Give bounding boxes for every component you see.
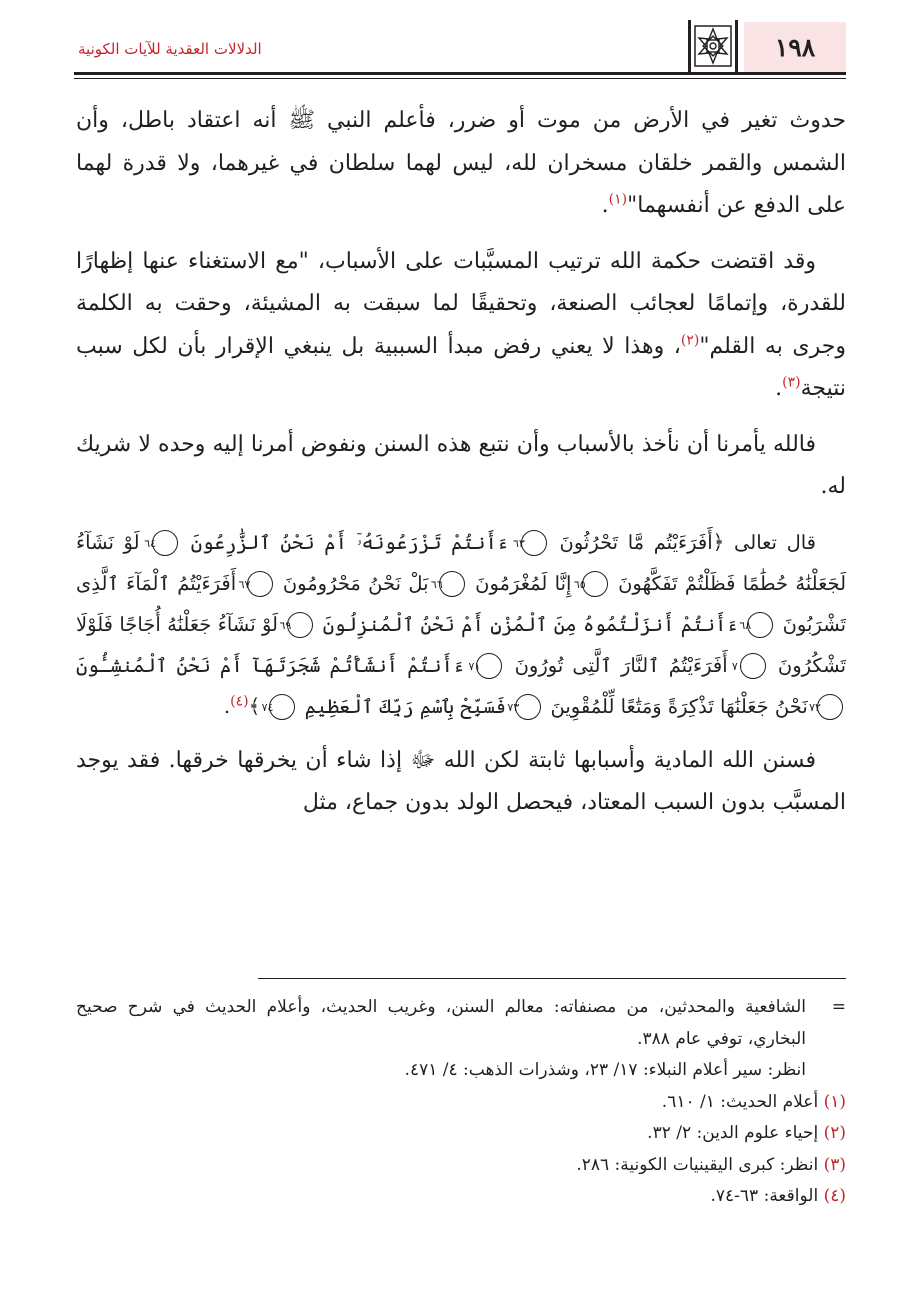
- verse-text: إِنَّا لَمُغْرَمُونَ: [475, 571, 572, 595]
- book-title: الدلالات العقدية للآيات الكونية: [78, 40, 262, 58]
- verse-number-icon: ٦٥: [582, 571, 608, 597]
- verse-text: ءَأَنتُمْ أَنزَلْتُمُوهُ مِنَ ٱلْمُزْنِ أَمْ نَحْنُ ٱلْمُنزِلُونَ: [322, 612, 738, 636]
- verse-text: بَلْ نَحْنُ مَحْرُومُونَ: [282, 571, 429, 595]
- verse-number-icon: ٦٤: [152, 530, 178, 556]
- verse-end: .: [223, 694, 231, 718]
- footnote-ref-3[interactable]: (٣): [782, 374, 801, 391]
- header-rule-thin: [74, 78, 846, 79]
- continuation-marker: =: [831, 997, 846, 1017]
- footnote-marker[interactable]: (٢): [823, 1123, 846, 1143]
- footnote-item: [76, 1150, 846, 1182]
- geometric-star-ornament-icon: [688, 20, 738, 72]
- footnote-list: [76, 1087, 846, 1213]
- footnote-item: [76, 1181, 846, 1213]
- verse-text: ءَأَنتُمْ أَنشَأْتُمْ شَجَرَتَهَآ أَمْ نَحْنُ ٱلْمُنشِـُٔونَ: [76, 653, 465, 677]
- paragraph-1-text: حدوث تغير في الأرض من موت أو ضرر، فأعلم النبي ﷺ أنه اعتقاد باطل، وأن الشمس والقمر خلقان مسخران لله، ليس لهما سلطان في غيرهما، ولا قدرة لهما على الدفع عن أنفسهما": [76, 108, 846, 218]
- footnote-ref-1[interactable]: (١): [608, 191, 628, 208]
- verse-open-bracket: ﴿: [712, 529, 725, 554]
- verse-list: [76, 531, 846, 718]
- paragraph-1: [76, 100, 846, 228]
- verse-number-icon: ٧٤: [269, 694, 295, 720]
- paragraph-2-end: .: [775, 376, 783, 401]
- verse-number-icon: ٧٣: [515, 694, 541, 720]
- footnote-ref-4[interactable]: (٤): [230, 693, 249, 709]
- quran-verse-block: [76, 522, 846, 727]
- verse-text: ءَأَنتُمْ تَزْرَعُونَهُۥٓ أَمْ نَحْنُ ٱلزَّٰرِعُونَ: [190, 530, 509, 554]
- paragraph-4: فسنن الله المادية وأسبابها ثابتة لكن الله ﷻ إذا شاء أن يخرقها خرقها. فقد يوجد المسبَّب بدون السبب المعتاد، فيحصل الولد بدون جماع، مثل: [76, 747, 846, 815]
- paragraph-2: [76, 241, 846, 411]
- verse-text: أَفَرَءَيْتُمُ ٱلْمَآءَ ٱلَّذِى تَشْرَبُونَ: [76, 571, 847, 636]
- footnote-marker[interactable]: (٤): [823, 1186, 846, 1206]
- paragraph-3: فالله يأمرنا أن نأخذ بالأسباب وأن نتبع هذه السنن ونفوض أمرنا إليه وحده لا شريك له.: [76, 431, 846, 499]
- footnotes: [76, 992, 846, 1213]
- paragraph-2-text-a: وقد اقتضت حكمة الله ترتيب المسبَّبات على الأسباب، "مع الاستغناء عنها إظهارًا للقدرة، وإتمامًا لعجائب الصنعة، وتحقيقًا لما سبقت به المشيئة، وحقت به الكلمة وجرى به القلم": [76, 248, 846, 359]
- verse-number-icon: ٦٦: [439, 571, 465, 597]
- verse-close-bracket: ﴾: [248, 693, 261, 718]
- verse-text: فَسَبِّحْ بِٱسْمِ رَبِّكَ ٱلْعَظِيمِ: [304, 694, 507, 718]
- footnote-continuation: [76, 992, 846, 1055]
- header-rule-thick: [74, 72, 846, 75]
- page-number: ١٩٨: [744, 22, 846, 72]
- footnote-text: الواقعة: ٦٣-٧٤.: [710, 1186, 819, 1206]
- footnote-text: انظر: كبرى اليقينيات الكونية: ٢٨٦.: [576, 1154, 819, 1175]
- continuation-text-1: الشافعية والمحدثين، من مصنفاته: معالم السنن، وغريب الحديث، وأعلام الحديث في شرح صحيح البخاري، توفي عام ٣٨٨.: [76, 997, 806, 1049]
- verse-text: أَفَرَءَيْتُمُ ٱلنَّارَ ٱلَّتِى تُورُونَ: [514, 653, 728, 677]
- verse-intro: قال تعالى: [734, 530, 817, 554]
- verse-text: أَفَرَءَيْتُم مَّا تَحْرُثُونَ: [559, 530, 713, 554]
- footnote-text: إحياء علوم الدين: ٢/ ٣٢.: [647, 1123, 819, 1143]
- footnote-item: [76, 1087, 846, 1119]
- verse-number-icon: ٧١: [476, 653, 502, 679]
- page-header: [74, 18, 846, 76]
- footnote-marker[interactable]: (١): [823, 1091, 846, 1112]
- paragraph-2-text-b: ، وهذا لا يعني رفض مبدأ السببية بل ينبغي الإقرار بأن لكل سبب نتيجة: [76, 333, 846, 401]
- verse-text: لَوْ نَشَآءُ لَجَعَلْنَٰهُ حُطَٰمًا فَظَلْتُمْ تَفَكَّهُونَ: [76, 530, 847, 595]
- verse-text: لَوْ نَشَآءُ جَعَلْنَٰهُ أُجَاجًا فَلَوْلَا تَشْكُرُونَ: [76, 612, 847, 677]
- footnote-item: [76, 1118, 846, 1150]
- paragraph-1-end: .: [601, 193, 609, 218]
- main-text: [76, 100, 846, 838]
- footnote-text: أعلام الحديث: ١/ ٦١٠.: [661, 1091, 819, 1112]
- footnote-ref-2[interactable]: (٢): [680, 332, 700, 349]
- verse-number-icon: ٦٩: [287, 612, 313, 638]
- verse-text: نَحْنُ جَعَلْنَٰهَا تَذْكِرَةً وَمَتَٰعًا لِّلْمُقْوِينَ: [550, 694, 808, 718]
- verse-number-icon: ٧٠: [740, 653, 766, 679]
- footnote-continuation-2: انظر: سير أعلام النبلاء: ١٧/ ٢٣، وشذرات الذهب: ٤/ ٤٧١.: [404, 1060, 806, 1080]
- footnote-marker[interactable]: (٣): [823, 1154, 846, 1175]
- verse-number-icon: ٧٢: [817, 694, 843, 720]
- footnote-separator: [258, 978, 846, 979]
- verse-number-icon: ٦٣: [521, 530, 547, 556]
- verse-number-icon: ٦٨: [747, 612, 773, 638]
- verse-number-icon: ٦٧: [247, 571, 273, 597]
